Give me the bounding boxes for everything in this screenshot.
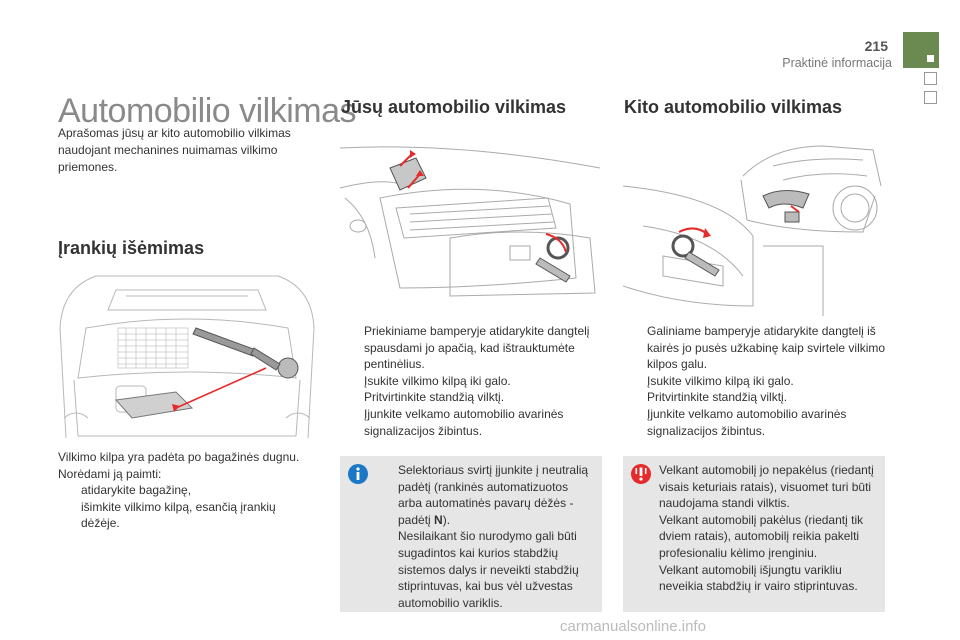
chapter-tab-marker	[927, 55, 934, 62]
chapter-tab	[903, 32, 939, 68]
chapter-box-2	[924, 91, 937, 104]
warning-box	[623, 456, 885, 612]
tools-text-1: Vilkimo kilpa yra padėta po bagažinės dugnu.	[58, 450, 300, 464]
front-bumper-illustration	[340, 138, 602, 298]
info-box	[340, 456, 602, 612]
other-car-heading: Kito automobilio vilkimas	[624, 97, 843, 117]
list-item: atidarykite bagažinę,	[81, 483, 192, 497]
own-car-heading: Jūsų automobilio vilkimas	[341, 97, 567, 117]
list-item: Galiniame bamperyje atidarykite dangtelį iš kairės jo pusės užkabinę kaip svirtele vilkimo kilpos galu.	[647, 324, 886, 372]
warning-icon	[631, 464, 651, 484]
other-car-steps	[624, 323, 886, 439]
trunk-illustration	[56, 268, 318, 443]
chapter-box-1	[924, 72, 937, 85]
info-text: Selektoriaus svirtį įjunkite į neutralią padėtį (rankinės automatizuotos arba automatinės pavarų dėžės - padėtį N). Nesilaikant šio nurodymo gali būti sugadintos kai kurios stabdžių sistemos dalys ir neveikti stabdžių stiprintuvas, kai bus vėl užvestas automobilio variklis.	[398, 463, 589, 610]
list-item: Pritvirtinkite standžią vilktį.	[647, 390, 788, 405]
tools-heading: Įrankių išėmimas	[58, 238, 205, 258]
info-icon	[348, 464, 368, 484]
list-item: Įjunkite velkamo automobilio avarinės signalizacijos žibintus.	[647, 406, 847, 438]
page-title: Automobilio vilkimas	[58, 92, 356, 130]
list-item: Įjunkite velkamo automobilio avarinės signalizacijos žibintus.	[364, 406, 564, 438]
intro-text: Aprašomas jūsų ar kito automobilio vilkimas naudojant mechanines nuimamas vilkimo priemones.	[58, 126, 291, 174]
rear-bumper-illustration	[623, 136, 885, 318]
list-item: Įsukite vilkimo kilpą iki galo.	[647, 373, 794, 388]
list-item: Pritvirtinkite standžią vilktį.	[364, 390, 505, 405]
tools-steps	[58, 482, 313, 532]
list-item: Priekiniame bamperyje atidarykite dangtelį spausdami jo apačią, kad ištrauktumėte pentinėlius.	[364, 324, 590, 372]
tools-text-2: Norėdami ją paimti:	[58, 467, 162, 481]
section-name: Praktinė informacija	[782, 56, 892, 70]
warning-text: Velkant automobilį jo nepakėlus (riedantį visais keturiais ratais), visuomet turi būti naudojama standi vilktis. Velkant automobilį pakėlus (riedantį tik dviem ratais), automobilį reikia pakelti profesionaliu kėlimo įrenginiu. Velkant automobilį išjungtu varikliu neveikia stabdžių ir vairo stiprintuvas.	[659, 463, 874, 594]
watermark: carmanualsonline.info	[560, 618, 706, 635]
list-item: išimkite vilkimo kilpą, esančią įrankių dėžėje.	[81, 499, 276, 531]
page-number: 215	[864, 38, 888, 54]
list-item: Įsukite vilkimo kilpą iki galo.	[364, 373, 511, 388]
own-car-steps	[341, 323, 603, 439]
